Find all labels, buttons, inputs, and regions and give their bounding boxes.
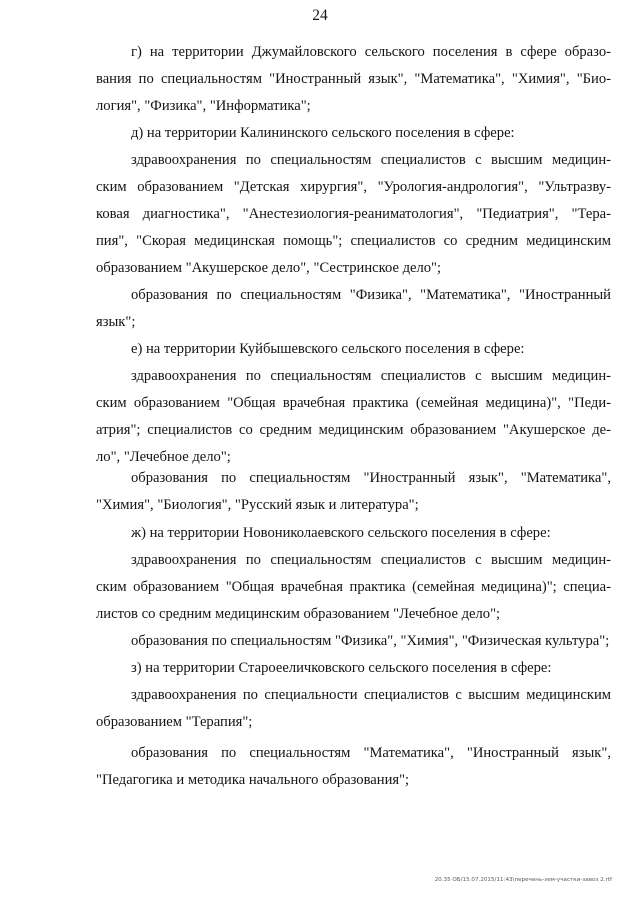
paragraph-line: образованием "Терапия"; [96,714,253,730]
paragraph-line: образования по специальностям "Физика", "Математика", "Иностранный [131,287,611,303]
page-number: 24 [312,7,328,24]
paragraph-line: ским образованием "Общая врачебная практика (семейная медицина)"; специа- [96,579,611,595]
paragraph-line: ским образованием "Общая врачебная практика (семейная медицина)", "Педи- [96,395,611,411]
paragraph-line: здравоохранения по специальности специалистов с высшим медицинским [131,687,611,703]
footer-file-path: 20.35 ОБ/15.07.2015/11:43\перечень-зем-участки-завоз 2.rtf [434,877,612,883]
paragraph-line: образования по специальностям "Иностранный язык", "Математика", [131,470,611,486]
paragraph-line: з) на территории Староееличковского сельского поселения в сфере: [131,660,552,676]
paragraph-line: логия", "Физика", "Информатика"; [96,98,311,114]
paragraph-line: образования по специальностям "Физика", "Химия", "Физическая культура"; [131,633,610,649]
paragraph-line: здравоохранения по специальностям специалистов с высшим медицин- [131,368,611,384]
paragraph-line: атрия"; специалистов со средним медицинским образованием "Акушерское де- [96,422,611,438]
paragraph-line: ло", "Лечебное дело"; [96,449,231,465]
paragraph-line: язык"; [96,314,136,330]
paragraph-line: е) на территории Куйбышевского сельского поселения в сфере: [131,341,525,357]
paragraph-line: ковая диагностика", "Анестезиология-реаниматология", "Педиатрия", "Тера- [96,206,611,222]
paragraph-line: образованием "Акушерское дело", "Сестринское дело"; [96,260,442,276]
paragraph-line: пия", "Скорая медицинская помощь"; специалистов со средним медицинским [96,233,611,249]
paragraph-line: "Педагогика и методика начального образования"; [96,772,410,788]
paragraph-line: вания по специальностям "Иностранный язык", "Математика", "Химия", "Био- [96,71,611,87]
paragraph-line: образования по специальностям "Математика", "Иностранный язык", [131,745,611,761]
paragraph-line: здравоохранения по специальностям специалистов с высшим медицин- [131,152,611,168]
paragraph-line: "Химия", "Биология", "Русский язык и литература"; [96,497,419,513]
paragraph-line: г) на территории Джумайловского сельского поселения в сфере образо- [131,44,611,60]
paragraph-line: ж) на территории Новониколаевского сельского поселения в сфере: [131,525,551,541]
paragraph-line: здравоохранения по специальностям специалистов с высшим медицин- [131,552,611,568]
paragraph-line: д) на территории Калининского сельского поселения в сфере: [131,125,515,141]
paragraph-line: листов со средним медицинским образованием "Лечебное дело"; [96,606,501,622]
paragraph-line: ским образованием "Детская хирургия", "Урология-андрология", "Ультразву- [96,179,611,195]
